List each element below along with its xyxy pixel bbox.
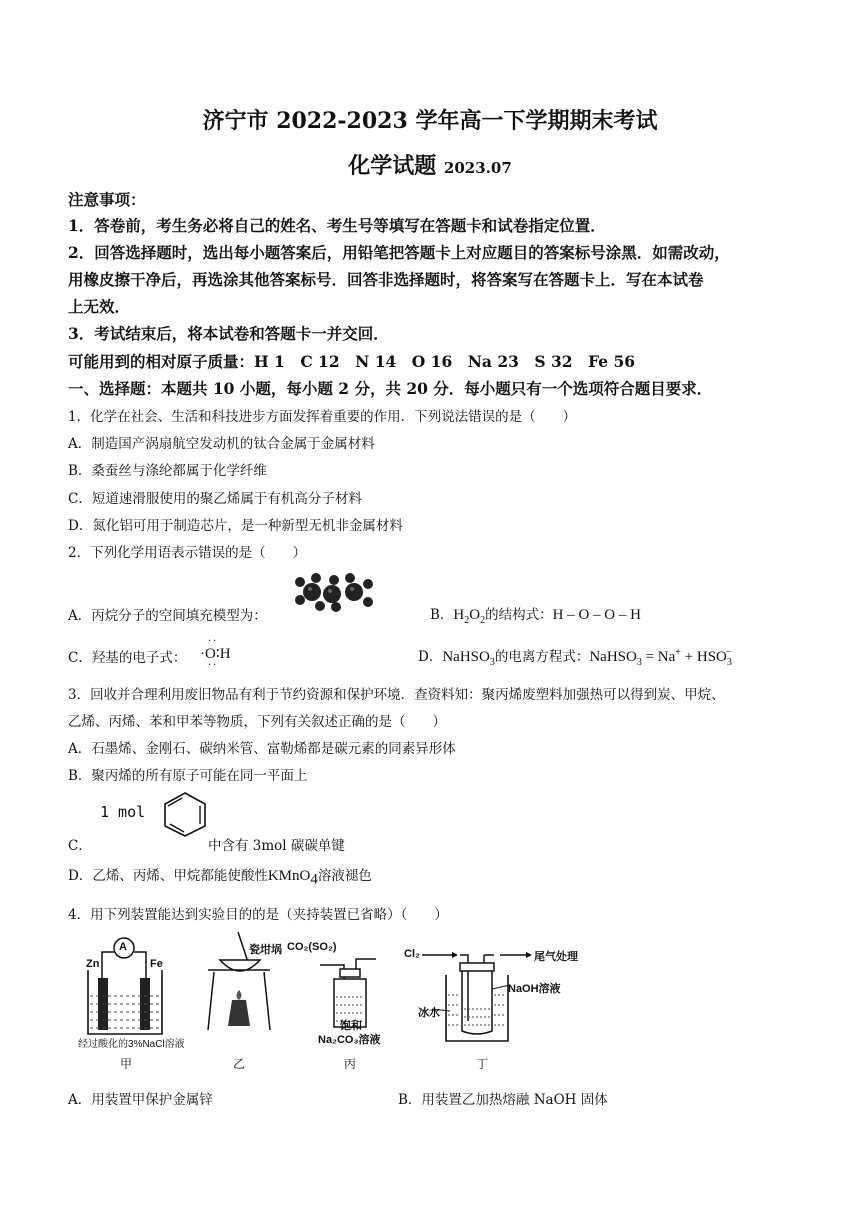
h2o2-structure: H – O – O – H bbox=[552, 607, 641, 623]
notice-item-2b: 用橡皮擦干净后，再选涂其他答案标号．回答非选择题时，将答案写在答题卡上．写在本试卷 bbox=[68, 270, 704, 289]
fe-label: Fe bbox=[150, 958, 163, 970]
q3-stem-1: 3．回收并合理利用废旧物品有利于节约资源和保护环境．查资料知：聚丙烯废塑料加强热可以得到炭、甲烷、 bbox=[68, 687, 725, 703]
jia-name: 甲 bbox=[120, 1057, 133, 1071]
q2-option-d bbox=[418, 645, 732, 668]
q1-stem: 1．化学在社会、生活和科技进步方面发挥着重要的作用．下列说法错误的是（ ） bbox=[68, 409, 577, 425]
q1-option-a: A．制造国产涡扇航空发动机的钛合金属于金属材料 bbox=[68, 436, 375, 452]
q2-option-b-text: 的结构式： bbox=[485, 607, 553, 623]
eq-hso3: + HSO bbox=[680, 649, 727, 665]
notice-item-3: 3．考试结束后，将本试卷和答题卡一并交回． bbox=[68, 324, 389, 343]
q2-option-d-text: 的电离方程式： bbox=[494, 649, 590, 665]
q2-option-d-label: D． bbox=[418, 649, 443, 665]
q4-stem: 4．用下列装置能达到实验目的的是（夹持装置已省略）（ ） bbox=[68, 907, 448, 923]
section-heading: 一、选择题：本题共 10 小题，每小题 2 分，共 20 分．每小题只有一个选项符合题目要求． bbox=[68, 379, 713, 398]
benzene-ring-icon bbox=[160, 790, 210, 838]
co2-so2-label: CO₂(SO₂) bbox=[287, 941, 337, 953]
q2-option-b-label: B． bbox=[430, 607, 454, 623]
nahso3-formula: NaHSO$_3$ bbox=[442, 649, 495, 668]
q3-option-d: D．乙烯、丙烯、甲烷都能使酸性KMnO$_4$溶液褪色 bbox=[68, 868, 372, 888]
cl2-label: Cl₂ bbox=[404, 948, 420, 960]
q2-option-a: A．丙烷分子的空间填充模型为： bbox=[68, 608, 267, 624]
q3-stem-2: 乙烯、丙烯、苯和甲苯等物质，下列有关叙述正确的是（ ） bbox=[68, 714, 446, 730]
exam-title: 济宁市 2022-2023 学年高一下学期期末考试 bbox=[202, 108, 658, 134]
notice-item-1: 1．答卷前，考生务必将自己的姓名、考生号等填写在答题卡和试卷指定位置． bbox=[68, 216, 606, 235]
q2-option-b bbox=[430, 603, 641, 626]
notice-item-2a: 2．回答选择题时，选出每小题答案后，用铅笔把答题卡上对应题目的答案标号涂黑．如需改动， bbox=[68, 243, 730, 262]
notice-item-2c: 上无效． bbox=[68, 297, 131, 316]
saturated-label: 饱和 bbox=[340, 1020, 362, 1032]
lone-pair-top: ·· bbox=[208, 636, 219, 647]
yi-name: 乙 bbox=[233, 1057, 246, 1071]
q3-option-a: A．石墨烯、金刚石、碳纳米管、富勒烯都是碳元素的同素异形体 bbox=[68, 741, 456, 757]
q2-stem: 2．下列化学用语表示错误的是（ ） bbox=[68, 545, 307, 561]
zn-label: Zn bbox=[86, 958, 100, 970]
naoh-solution-label: NaOH溶液 bbox=[508, 983, 561, 995]
q4-option-a: A．用装置甲保护金属锌 bbox=[68, 1092, 213, 1108]
eq-na: = Na bbox=[641, 649, 676, 665]
kmno4-formula: KMnO bbox=[267, 868, 311, 884]
tail-gas-label: 尾气处理 bbox=[534, 951, 578, 963]
ding-name: 丁 bbox=[476, 1057, 489, 1071]
q2-option-c: C．羟基的电子式： bbox=[68, 650, 187, 666]
bing-name: 丙 bbox=[344, 1057, 357, 1071]
propane-space-filling-model bbox=[290, 570, 380, 612]
q1-option-b: B．桑蚕丝与涤纶都属于化学纤维 bbox=[68, 463, 267, 479]
crucible-label: 瓷坩埚 bbox=[249, 944, 282, 956]
na2co3-label: Na₂CO₃溶液 bbox=[318, 1034, 381, 1046]
eq-lhs: NaHSO bbox=[589, 649, 637, 665]
q3-option-d-text: D．乙烯、丙烯、甲烷都能使酸性 bbox=[68, 868, 268, 884]
jia-solution-label: 经过酸化的3%NaCl溶液 bbox=[78, 1039, 185, 1050]
q3-option-c-text: 中含有 3mol 碳碳单键 bbox=[208, 838, 345, 854]
hydroxyl-electron-formula: ·O∶H bbox=[200, 646, 231, 662]
exam-date: 2023.07 bbox=[443, 159, 512, 177]
exam-subtitle bbox=[0, 149, 860, 180]
q1-option-d: D．氮化铝可用于制造芯片，是一种新型无机非金属材料 bbox=[68, 518, 403, 534]
q1-option-c: C．短道速滑服使用的聚乙烯属于有机高分子材料 bbox=[68, 491, 362, 507]
ionization-equation: NaHSO$_3$ = $Na^+ + HSO_3^-$ bbox=[589, 647, 732, 668]
ice-water-label: 冰水 bbox=[418, 1007, 440, 1019]
apparatus-jia bbox=[78, 930, 188, 1050]
q3-option-b: B．聚丙烯的所有原子可能在同一平面上 bbox=[68, 768, 308, 784]
notice-heading: 注意事项： bbox=[68, 190, 146, 209]
q3-option-d-tail: 溶液褪色 bbox=[317, 868, 372, 884]
lone-pair-bottom: ·· bbox=[208, 660, 219, 671]
atomic-masses: 可能用到的相对原子质量：H 1 C 12 N 14 O 16 Na 23 S 32 Fe 56 bbox=[68, 352, 636, 371]
one-mol-label: 1 mol bbox=[100, 803, 146, 821]
ammeter-label: A bbox=[119, 941, 127, 953]
subject-title: 化学试题 bbox=[348, 153, 437, 179]
q3-option-c-label: C． bbox=[68, 838, 92, 854]
h2o2-formula: $H_2O_2$ bbox=[453, 607, 486, 626]
q4-option-b: B．用装置乙加热熔融 NaOH 固体 bbox=[398, 1092, 608, 1108]
